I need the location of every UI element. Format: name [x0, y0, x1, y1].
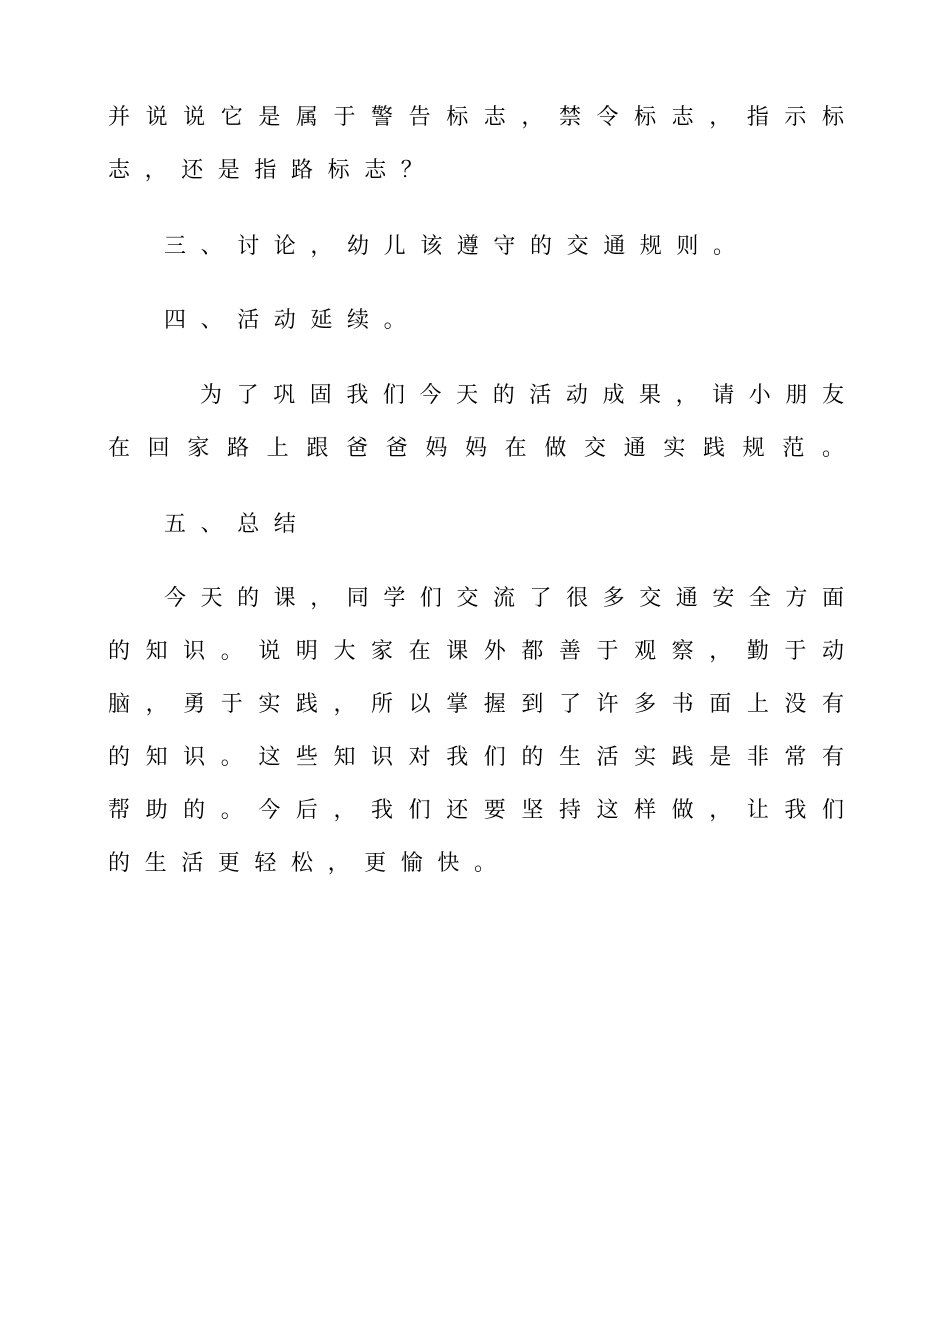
- text-line: 志，还是指路标志？: [108, 158, 438, 183]
- section-heading-5: 五、总结: [164, 512, 311, 537]
- text-line: 今天的课，同学们交流了很多交通安全方面: [164, 586, 844, 611]
- section-heading-4: 四、活动延续。: [164, 308, 421, 333]
- text-line: 在回家路上跟爸爸妈妈在做交通实践规范。: [108, 436, 844, 461]
- text-line: 的知识。说明大家在课外都善于观察，勤于动: [108, 639, 844, 664]
- section-heading-3: 三、讨论，幼儿该遵守的交通规则。: [164, 234, 750, 259]
- text-line: 的知识。这些知识对我们的生活实践是非常有: [108, 745, 844, 770]
- text-line: 为了巩固我们今天的活动成果，请小朋友: [200, 383, 844, 408]
- text-line: 帮助的。今后，我们还要坚持这样做，让我们: [108, 798, 844, 823]
- text-line: 的生活更轻松，更愉快。: [108, 851, 511, 876]
- text-line: 并说说它是属于警告标志，禁令标志，指示标: [108, 105, 844, 130]
- text-line: 脑，勇于实践，所以掌握到了许多书面上没有: [108, 692, 844, 717]
